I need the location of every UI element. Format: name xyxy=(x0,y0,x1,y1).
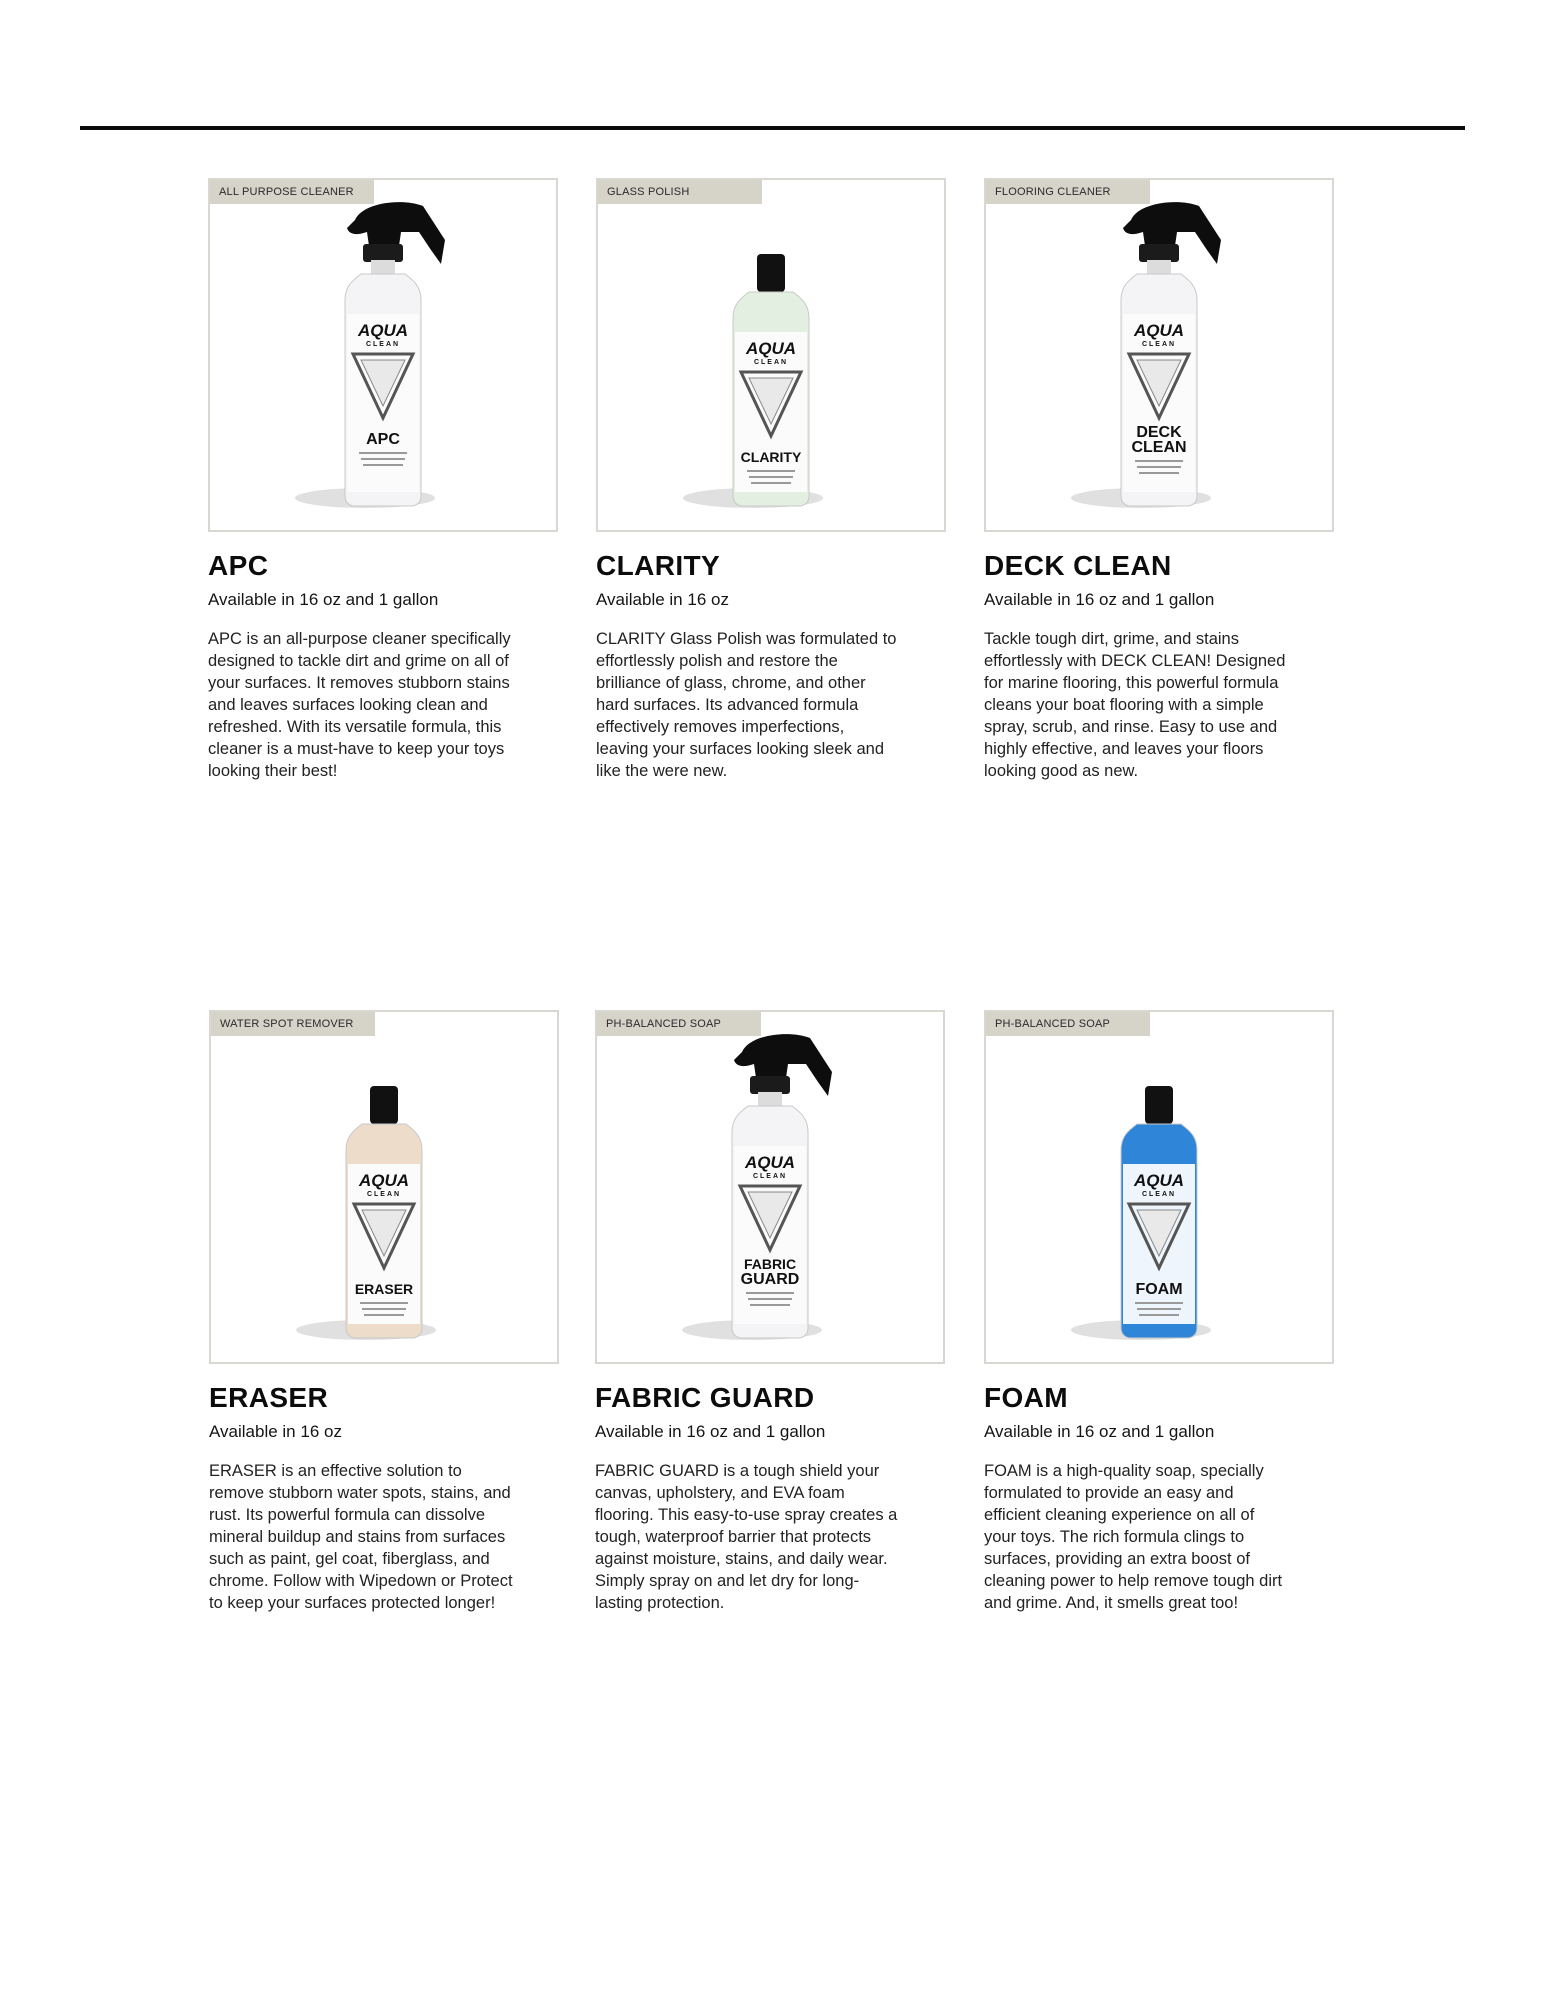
label-fine-print xyxy=(746,1292,794,1294)
product-image-frame[interactable] xyxy=(984,1010,1334,1364)
label-fine-print xyxy=(749,476,793,478)
label-fine-print xyxy=(362,1308,406,1310)
label-product-name: CLARITY xyxy=(740,449,802,465)
product-card-eraser[interactable] xyxy=(209,1010,559,1614)
product-availability: Available in 16 oz and 1 gallon xyxy=(984,1422,1215,1441)
category-tag: WATER SPOT REMOVER xyxy=(211,1012,375,1036)
label-product-name: ERASER xyxy=(354,1281,414,1297)
top-divider-rule xyxy=(80,126,1465,130)
brand-sub-text: CLEAN xyxy=(753,359,789,366)
product-image xyxy=(211,1012,557,1362)
label-fine-print xyxy=(363,464,403,466)
category-tag: PH-BALANCED SOAP xyxy=(597,1012,761,1036)
brand-sub-text: CLEAN xyxy=(365,341,401,348)
label-fine-print xyxy=(1135,1302,1183,1304)
product-image-frame[interactable] xyxy=(596,178,946,532)
label-fine-print xyxy=(1139,1314,1179,1316)
bottle-cap xyxy=(1145,1086,1173,1124)
label-fine-print xyxy=(360,1302,408,1304)
brand-sub-text: CLEAN xyxy=(752,1173,788,1180)
product-image-frame[interactable] xyxy=(208,178,558,532)
label-fine-print xyxy=(748,1298,792,1300)
product-availability: Available in 16 oz and 1 gallon xyxy=(595,1422,826,1441)
brand-logo-text: AQUA xyxy=(745,339,797,358)
product-card-apc[interactable] xyxy=(208,178,558,782)
product-availability: Available in 16 oz and 1 gallon xyxy=(208,590,439,609)
label-fine-print xyxy=(364,1314,404,1316)
product-availability: Available in 16 oz xyxy=(209,1422,342,1441)
brand-logo-text: AQUA xyxy=(1133,321,1185,340)
product-availability: Available in 16 oz and 1 gallon xyxy=(984,590,1215,609)
bottle-cap xyxy=(370,1086,398,1124)
product-name: FABRIC GUARD xyxy=(595,1382,815,1413)
product-image-frame[interactable] xyxy=(595,1010,945,1364)
brand-sub-text: CLEAN xyxy=(1141,341,1177,348)
brand-sub-text: CLEAN xyxy=(366,1191,402,1198)
product-image xyxy=(597,1012,943,1362)
brand-logo-text: AQUA xyxy=(358,1171,410,1190)
product-name: FOAM xyxy=(984,1382,1069,1413)
product-name: APC xyxy=(208,550,269,581)
label-fine-print xyxy=(747,470,795,472)
product-name: ERASER xyxy=(209,1382,329,1413)
product-image xyxy=(986,1012,1332,1362)
label-fine-print xyxy=(1137,466,1181,468)
category-tag: ALL PURPOSE CLEANER xyxy=(210,180,374,204)
brand-logo-text: AQUA xyxy=(1133,1171,1185,1190)
product-description: Tackle tough dirt, grime, and stains effortlessly with DECK CLEAN! Designed for marine flooring, this powerful formula cleans your boat flooring with a simple spray, scrub, and rinse. Easy to use and highly effective, and leaves your floors looking good as new. xyxy=(984,630,1286,780)
label-fine-print xyxy=(750,1304,790,1306)
product-description: APC is an all-purpose cleaner specifically designed to tackle dirt and grime on all of your surfaces. It removes stubborn stains and leaves surfaces looking clean and refreshed. With its versatile formula, this cleaner is a must-have to keep your toys looking their best! xyxy=(208,630,511,780)
label-product-name: DECK xyxy=(1136,424,1182,441)
bottle-neck xyxy=(1147,260,1171,274)
product-card-fabric-guard[interactable] xyxy=(595,1010,945,1614)
category-tag: PH-BALANCED SOAP xyxy=(986,1012,1150,1036)
category-tag: GLASS POLISH xyxy=(598,180,762,204)
category-tag: FLOORING CLEANER xyxy=(986,180,1150,204)
product-description: FABRIC GUARD is a tough shield your canvas, upholstery, and EVA foam flooring. This easy-to-use spray creates a tough, waterproof barrier that protects against moisture, stains, and daily wear. Simply spray on and let dry for long-lasting protection. xyxy=(595,1462,898,1612)
bottle-cap xyxy=(363,244,403,262)
product-name: CLARITY xyxy=(596,550,721,581)
label-product-name: CLEAN xyxy=(1131,439,1187,456)
label-fine-print xyxy=(1137,1308,1181,1310)
product-name: DECK CLEAN xyxy=(984,550,1172,581)
label-fine-print xyxy=(359,452,407,454)
product-description: FOAM is a high-quality soap, specially formulated to provide an easy and efficient cleaning experience on all of your toys. The rich formula clings to surfaces, providing an extra boost of cleaning power to help remove tough dirt and grime. And, it smells great too! xyxy=(984,1462,1283,1612)
bottle-cap xyxy=(757,254,785,292)
product-image xyxy=(598,180,944,530)
bottle-neck xyxy=(371,260,395,274)
product-image-frame[interactable] xyxy=(209,1010,559,1364)
brand-sub-text: CLEAN xyxy=(1141,1191,1177,1198)
brand-logo-text: AQUA xyxy=(357,321,409,340)
brand-logo-text: AQUA xyxy=(744,1153,796,1172)
label-product-name: FABRIC xyxy=(743,1256,797,1272)
label-product-name: FOAM xyxy=(1135,1281,1183,1298)
product-image xyxy=(210,180,556,530)
product-image xyxy=(986,180,1332,530)
bottle-neck xyxy=(758,1092,782,1106)
label-fine-print xyxy=(1135,460,1183,462)
product-card-clarity[interactable] xyxy=(596,178,946,782)
product-image-frame[interactable] xyxy=(984,178,1334,532)
product-card-deck-clean[interactable] xyxy=(984,178,1334,782)
label-fine-print xyxy=(751,482,791,484)
bottle-cap xyxy=(750,1076,790,1094)
product-card-foam[interactable] xyxy=(984,1010,1334,1614)
bottle-cap xyxy=(1139,244,1179,262)
product-availability: Available in 16 oz xyxy=(596,590,729,609)
product-description: CLARITY Glass Polish was formulated to effortlessly polish and restore the brilliance of glass, chrome, and other hard surfaces. Its advanced formula effectively removes imperfections, leaving your surfaces looking sleek and like the were new. xyxy=(596,630,897,780)
product-description: ERASER is an effective solution to remove stubborn water spots, stains, and rust. Its powerful formula can dissolve mineral buildup and stains from surfaces such as paint, gel coat, fiberglass, and chrome. Follow with Wipedown or Protect to keep your surfaces protected longer! xyxy=(209,1462,513,1612)
label-fine-print xyxy=(361,458,405,460)
label-product-name: APC xyxy=(366,431,400,448)
label-product-name: GUARD xyxy=(740,1271,800,1288)
label-fine-print xyxy=(1139,472,1179,474)
